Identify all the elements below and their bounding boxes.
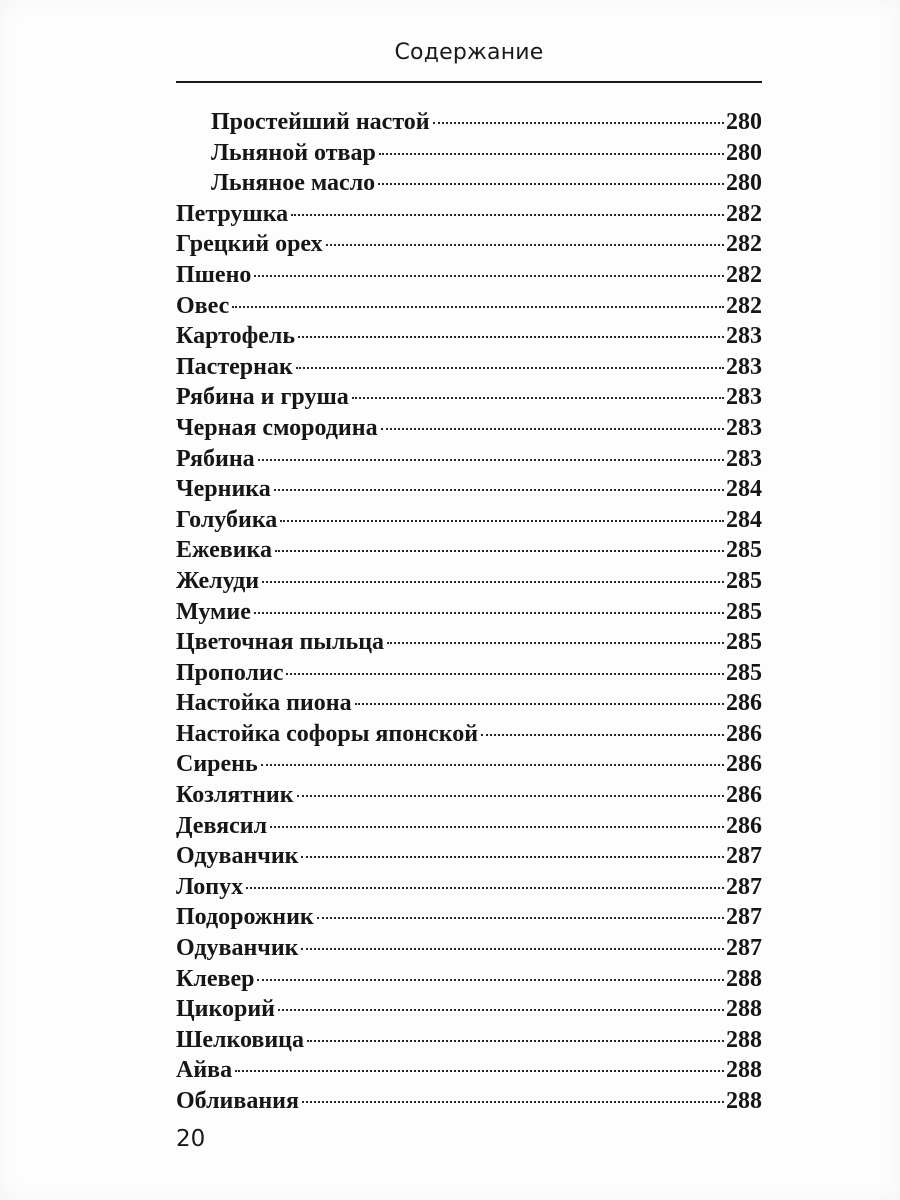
toc-entry-page: 284 — [726, 476, 762, 503]
toc-entry-title: Айва — [176, 1057, 233, 1084]
toc-entry-page: 288 — [726, 1057, 762, 1084]
toc-entry — [176, 537, 762, 568]
toc-entry-page: 283 — [726, 445, 762, 472]
toc-entry-title: Рябина — [176, 445, 255, 472]
toc-entry-title: Настойка софоры японской — [176, 720, 479, 747]
toc-entry — [176, 140, 762, 171]
toc-entry-page: 280 — [726, 170, 762, 197]
toc-entry-page: 283 — [726, 414, 762, 441]
page-number: 20 — [176, 1126, 206, 1152]
toc-entry — [176, 599, 762, 630]
toc-entry-page: 285 — [726, 659, 762, 686]
toc-entry — [176, 231, 762, 262]
toc-entry — [176, 996, 762, 1027]
toc-entry-page: 285 — [726, 598, 762, 625]
toc-leader-dots — [381, 428, 724, 430]
toc-entry — [176, 751, 762, 782]
toc-entry — [176, 690, 762, 721]
toc-leader-dots — [481, 734, 724, 736]
toc-entry-page: 287 — [726, 935, 762, 962]
toc-entry-title: Картофель — [176, 323, 296, 350]
toc-entry-title: Сирень — [176, 751, 258, 778]
toc-entry-title: Черная смородина — [176, 414, 378, 441]
toc-entry-title: Черника — [176, 476, 271, 503]
toc-entry — [176, 170, 762, 201]
toc-entry — [176, 446, 762, 477]
toc-entry — [176, 935, 762, 966]
toc-entry-title: Ежевика — [176, 537, 272, 564]
toc-leader-dots — [433, 122, 724, 124]
toc-leader-dots — [317, 917, 724, 919]
toc-entry — [176, 843, 762, 874]
running-head-title: Содержание — [394, 40, 544, 65]
toc-leader-dots — [326, 244, 724, 246]
toc-entry-page: 283 — [726, 353, 762, 380]
toc-entry-page: 282 — [726, 261, 762, 288]
table-of-contents — [176, 109, 762, 1119]
toc-entry-page: 282 — [726, 200, 762, 227]
toc-entry-title: Льняной отвар — [211, 139, 376, 166]
toc-leader-dots — [307, 1040, 724, 1042]
toc-entry-page: 283 — [726, 384, 762, 411]
toc-leader-dots — [296, 367, 724, 369]
toc-entry — [176, 415, 762, 446]
toc-entry — [176, 721, 762, 752]
toc-entry-page: 286 — [726, 720, 762, 747]
toc-leader-dots — [262, 581, 724, 583]
toc-leader-dots — [257, 979, 724, 981]
toc-leader-dots — [254, 612, 724, 614]
toc-entry-page: 282 — [726, 292, 762, 319]
toc-entry — [176, 782, 762, 813]
toc-leader-dots — [274, 489, 724, 491]
toc-entry-title: Одуванчик — [176, 843, 299, 870]
toc-entry — [176, 293, 762, 324]
toc-entry-title: Клевер — [176, 965, 255, 992]
toc-leader-dots — [275, 550, 724, 552]
toc-entry — [176, 476, 762, 507]
toc-leader-dots — [286, 673, 724, 675]
toc-entry — [176, 568, 762, 599]
toc-entry — [176, 384, 762, 415]
toc-entry-title: Одуванчик — [176, 935, 299, 962]
toc-entry-title: Подорожник — [176, 904, 314, 931]
toc-entry-page: 287 — [726, 843, 762, 870]
toc-leader-dots — [378, 183, 724, 185]
toc-entry-page: 286 — [726, 690, 762, 717]
toc-entry — [176, 660, 762, 691]
toc-entry-page: 288 — [726, 1088, 762, 1114]
toc-entry-page: 280 — [726, 109, 762, 135]
toc-entry-page: 280 — [726, 139, 762, 166]
toc-leader-dots — [297, 795, 724, 797]
toc-leader-dots — [280, 520, 724, 522]
toc-entry-title: Девясил — [176, 812, 268, 839]
toc-entry-title: Льняное масло — [211, 170, 376, 197]
toc-entry — [176, 354, 762, 385]
toc-entry-page: 288 — [726, 996, 762, 1023]
toc-entry-page: 286 — [726, 812, 762, 839]
toc-entry — [176, 904, 762, 935]
toc-leader-dots — [355, 703, 724, 705]
toc-entry-title: Желуди — [176, 567, 260, 594]
toc-leader-dots — [232, 306, 724, 308]
toc-leader-dots — [302, 1101, 724, 1103]
toc-leader-dots — [301, 856, 724, 858]
toc-entry-title: Пастернак — [176, 353, 293, 380]
toc-leader-dots — [379, 153, 724, 155]
toc-entry — [176, 1027, 762, 1058]
toc-entry-title: Обливания — [176, 1088, 299, 1114]
toc-entry-page: 282 — [726, 231, 762, 258]
toc-leader-dots — [301, 948, 724, 950]
toc-leader-dots — [387, 642, 724, 644]
toc-entry — [176, 1057, 762, 1088]
toc-entry-title: Козлятник — [176, 782, 294, 809]
toc-entry-page: 287 — [726, 904, 762, 931]
toc-entry-title: Прополис — [176, 659, 284, 686]
toc-entry-page: 284 — [726, 506, 762, 533]
toc-leader-dots — [258, 459, 724, 461]
toc-entry-page: 285 — [726, 537, 762, 564]
toc-leader-dots — [291, 214, 724, 216]
toc-entry-page: 286 — [726, 782, 762, 809]
toc-leader-dots — [298, 336, 724, 338]
toc-entry — [176, 966, 762, 997]
toc-entry-title: Грецкий орех — [176, 231, 323, 258]
toc-entry-page: 287 — [726, 873, 762, 900]
header-rule — [176, 81, 762, 83]
toc-entry — [176, 874, 762, 905]
toc-entry — [176, 201, 762, 232]
toc-leader-dots — [246, 887, 724, 889]
toc-entry — [176, 323, 762, 354]
toc-entry-page: 288 — [726, 965, 762, 992]
toc-leader-dots — [278, 1009, 724, 1011]
toc-entry-title: Цветочная пыльца — [176, 629, 385, 656]
toc-entry-title: Пшено — [176, 261, 252, 288]
toc-entry-title: Петрушка — [176, 200, 289, 227]
toc-entry-page: 286 — [726, 751, 762, 778]
toc-leader-dots — [254, 275, 724, 277]
toc-entry — [176, 507, 762, 538]
toc-entry-title: Цикорий — [176, 996, 276, 1023]
toc-entry-title: Овес — [176, 292, 230, 319]
toc-leader-dots — [270, 826, 724, 828]
toc-entry-title: Настойка пиона — [176, 690, 352, 717]
toc-entry-title: Голубика — [176, 506, 278, 533]
toc-entry-page: 285 — [726, 567, 762, 594]
toc-entry — [176, 813, 762, 844]
toc-entry-title: Простейший настой — [211, 109, 430, 135]
toc-entry-page: 283 — [726, 323, 762, 350]
toc-entry-title: Лопух — [176, 873, 244, 900]
toc-entry — [176, 629, 762, 660]
toc-entry — [176, 262, 762, 293]
toc-leader-dots — [352, 397, 724, 399]
toc-entry-page: 288 — [726, 1026, 762, 1053]
toc-entry-title: Шелковица — [176, 1026, 305, 1053]
toc-entry — [176, 1088, 762, 1119]
toc-leader-dots — [235, 1070, 724, 1072]
toc-entry — [176, 109, 762, 140]
toc-entry-title: Рябина и груша — [176, 384, 349, 411]
toc-entry-page: 285 — [726, 629, 762, 656]
toc-entry-title: Мумие — [176, 598, 251, 625]
toc-leader-dots — [261, 764, 724, 766]
